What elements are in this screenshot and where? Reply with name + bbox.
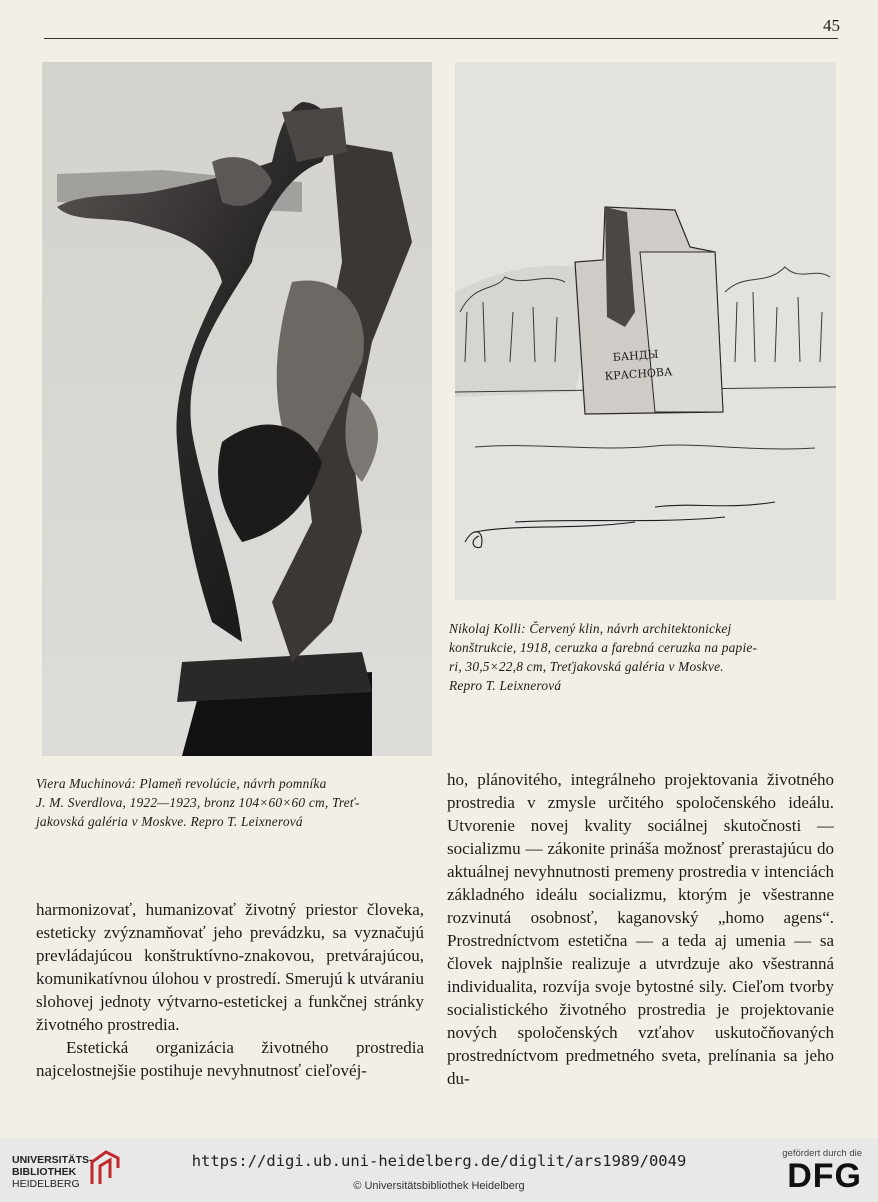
drawing-lettering-1: БАНДЫ <box>612 347 659 364</box>
sculpture-photo <box>42 62 432 756</box>
body-paragraph: ho, plánovitého, integrálneho projektovania životného prostredia v zmysle určitého spoločenského ideálu. Utvorenie novej kvality sociálnej skutočnosti — socializmu — zákonite prináša možnosť prerastajúcu do aktuálnej nevyhnutnosti premeny prostredia v intenciách základného ideálu socializmu, ktorým je všestranne rozvinutá osobnosť, kaganovský „homo agens“. Prostredníctvom estetična — a teda aj umenia — sa človek najplnšie realizuje a utvrdzuje ako všestranná individualita, rozvíja svoje bytostné sily. Cieľom tvorby socialistického životného prostredia je projektovanie nových spoločenských vzťahov uskutočňovaných prostredníctvom predmetného sveta, prelínania sa jeho du- <box>447 770 834 1088</box>
drawing-lettering-2: КРАСНОВА <box>604 365 673 383</box>
logo-line: BIBLIOTHEK <box>12 1166 77 1178</box>
caption-left-line: jakovská galéria v Moskve. Repro T. Leixnerová <box>36 814 303 829</box>
caption-right-line: konštrukcie, 1918, ceruzka a farebná ceruzka na papie- <box>449 640 758 655</box>
architectural-drawing <box>455 62 836 600</box>
body-paragraph: harmonizovať, humanizovať životný priestor človeka, esteticky zvýznamňovať jeho prevádzku, sa vyznačujú prevládajúcou konštruktívno-znakovou, pretvárajúcou, komunikatívnou úlohou v prostredí. Smerujú k utváraniu slohovej jednoty výtvarno-estetickej a funkčnej stránky životného prostredia. <box>36 900 424 1034</box>
funding-label: gefördert durch die <box>782 1148 862 1159</box>
caption-left <box>36 774 428 831</box>
dfg-logo: DFG <box>787 1157 862 1195</box>
caption-right-line: ri, 30,5×22,8 cm, Treťjakovská galéria v Moskve. <box>449 659 724 674</box>
caption-right-line: Nikolaj Kolli: Červený klin, návrh architektonickej <box>449 621 732 636</box>
drawing-image <box>455 62 836 600</box>
body-column-left <box>36 898 424 1082</box>
body-paragraph: Estetická organizácia životného prostredia najcelostnejšie postihuje nevyhnutnosť cieľovéj- <box>36 1038 424 1080</box>
caption-right-line: Repro T. Leixnerová <box>449 678 562 693</box>
sculpture-image <box>42 62 432 756</box>
page-number: 45 <box>823 16 840 35</box>
logo-line: UNIVERSITÄTS- <box>12 1154 93 1166</box>
logo-line: HEIDELBERG <box>12 1178 80 1190</box>
permalink-url[interactable]: https://digi.ub.uni-heidelberg.de/diglit/ars1989/0049 <box>191 1152 687 1170</box>
caption-left-line: Viera Muchinová: Plameň revolúcie, návrh pomníka <box>36 776 327 791</box>
body-column-right <box>447 768 834 1090</box>
viewer-footer <box>0 1138 878 1202</box>
caption-right <box>449 619 839 695</box>
header-rule <box>44 38 838 39</box>
caption-left-line: J. M. Sverdlova, 1922—1923, bronz 104×60×60 cm, Treť- <box>36 795 360 810</box>
copyright-notice: © Universitätsbibliothek Heidelberg <box>353 1180 525 1192</box>
funding-logo[interactable] <box>782 1148 862 1193</box>
